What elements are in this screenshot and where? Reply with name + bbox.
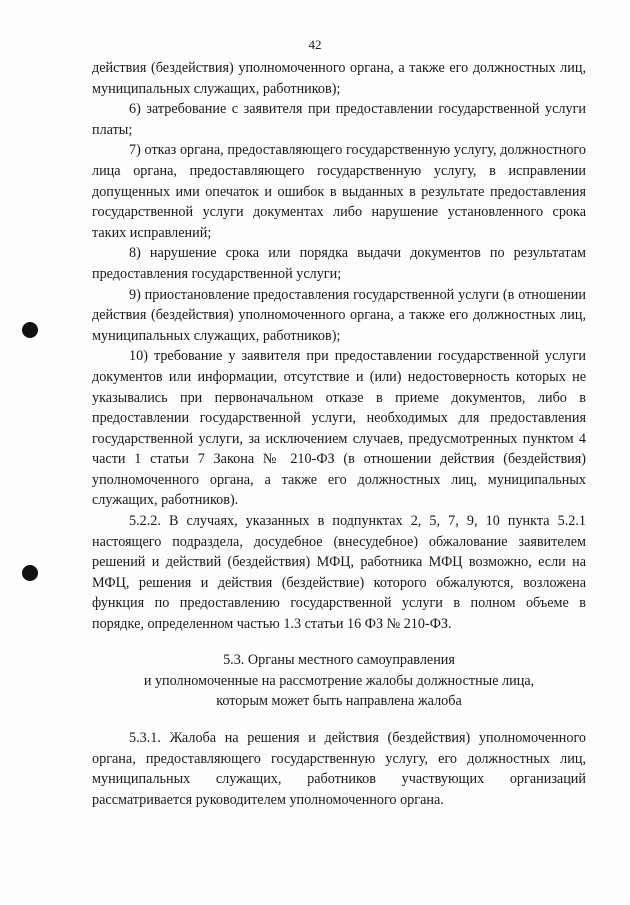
paragraph-item-9: 9) приостановление предоставления государственной услуги (в отношении действия (бездействия) уполномоченного органа, а также его должностных лиц, муниципальных служащих, работников); [92,286,586,344]
paragraph-5-3-1: 5.3.1. Жалоба на решения и действия (бездействия) уполномоченного органа, предоставляющего государственную услугу, его должностных лиц, муниципальных служащих, работников участвующих организаций рассматривается руководителем уполномоченного органа. [92,730,586,808]
section-heading-line-3: которым может быть направлена жалоба [216,693,462,710]
punch-hole-mark [22,322,38,338]
paragraph-item-10: 10) требование у заявителя при предоставлении государственной услуги документов или информации, отсутствие и (или) недостоверность которых не указывались при первоначальном отказе в приеме документов, либо в предоставлении государственной услуги, необходимых для предоставления государственной услуги, за исключением случаев, предусмотренных пунктом 4 части 1 статьи 7 Закона № 210-ФЗ (в отношении действия (бездействия) уполномоченного органа, а также его должностных лиц, муниципальных служащих, работников). [92,348,586,509]
section-heading [92,650,586,712]
paragraph-item-7: 7) отказ органа, предоставляющего государственную услугу, должностного лица органа, предоставляющего государственную услугу, в исправлении допущенных ими опечаток и ошибок в выданных в результате предоставления государственной услуги документах либо нарушение установленного срока таких исправлений; [92,142,586,241]
paragraph-5-2-2: 5.2.2. В случаях, указанных в подпунктах 2, 5, 7, 9, 10 пункта 5.2.1 настоящего подраздела, досудебное (внесудебное) обжалование заявителем решений и действий (бездействия) МФЦ, работника МФЦ возможно, если на МФЦ, решения и действия (бездействие) которого обжалуются, возложена функция по предоставлению государственной услуги в полном объеме в порядке, определенном частью 1.3 статьи 16 ФЗ № 210-ФЗ. [92,513,586,633]
punch-hole-mark [22,565,38,581]
paragraph-continuation: действия (бездействия) уполномоченного органа, а также его должностных лиц, муниципальных служащих, работников); [92,60,586,97]
page-number: 42 [308,37,322,52]
section-heading-line-2: и уполномоченные на рассмотрение жалобы должностные лица, [143,672,535,689]
section-body [92,728,586,810]
paragraph-item-6: 6) затребование с заявителя при предоставлении государственной услуги платы; [92,101,586,138]
paragraph-item-8: 8) нарушение срока или порядка выдачи документов по результатам предоставления государственной услуги; [92,245,586,282]
body-text [92,58,586,635]
section-heading-line-1: 5.3. Органы местного самоуправления [223,652,455,668]
